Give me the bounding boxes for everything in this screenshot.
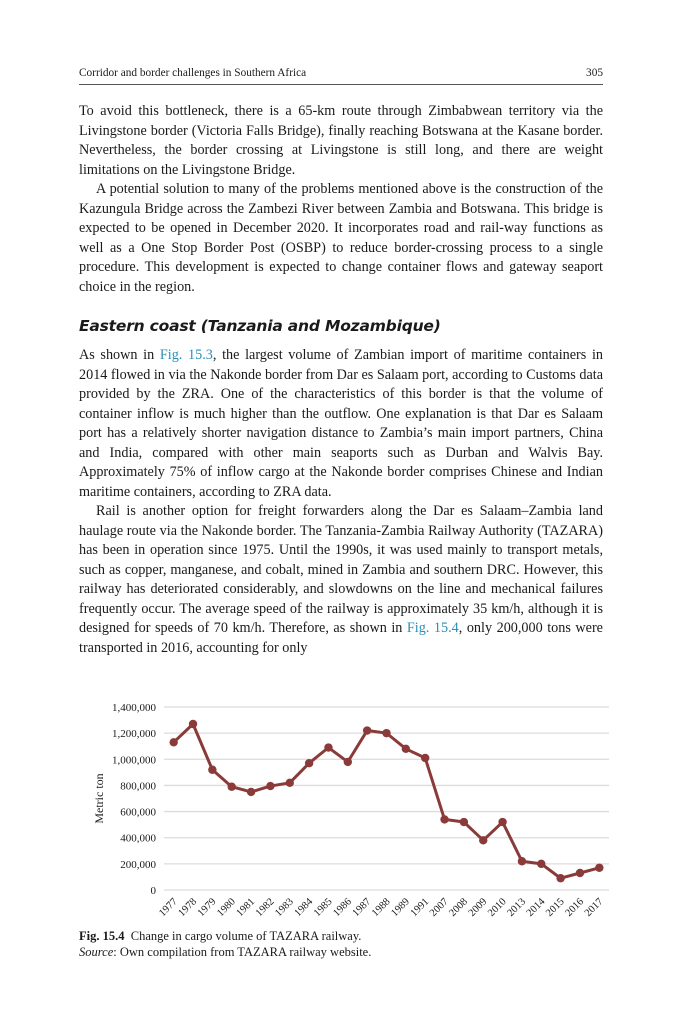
x-tick-label: 1985 [311,896,335,919]
data-point [518,857,526,865]
y-tick-label: 0 [150,885,156,897]
data-point [286,779,294,787]
x-tick-label: 2017 [582,896,606,919]
series-points [169,720,603,883]
x-tick-label: 2008 [447,896,471,919]
x-tick-label: 1981 [234,896,258,919]
source-text: : Own compilation from TAZARA railway website. [113,945,372,959]
x-tick-label: 2009 [466,896,490,919]
x-tick-label: 2007 [428,896,451,919]
caption-line [79,928,371,944]
data-point [208,766,216,774]
y-axis-ticks [112,702,157,897]
x-tick-label: 1979 [195,896,219,919]
x-tick-label: 1989 [389,896,412,919]
data-point [479,836,487,844]
data-point [595,864,603,872]
data-point [247,788,255,796]
data-point [440,815,448,823]
y-tick-label: 1,200,000 [112,728,156,741]
data-point [266,782,274,790]
data-point [189,720,197,728]
caption-text: Change in cargo volume of TAZARA railway. [130,929,362,943]
data-point [228,783,236,791]
x-tick-label: 1983 [273,896,296,919]
x-axis-ticks [157,896,605,919]
figure-caption [79,928,371,960]
y-tick-label: 1,000,000 [112,754,156,767]
x-tick-label: 1988 [369,896,393,919]
series-line [174,724,600,878]
running-title: Corridor and border challenges in Southern Africa [79,67,307,79]
y-tick-label: 800,000 [120,780,156,793]
y-tick-label: 400,000 [120,832,156,845]
body-text-top [79,102,603,297]
x-tick-label: 1982 [253,896,277,919]
caption-label: Fig. 15.4 [79,929,125,943]
paragraph-text: Rail is another option for freight forwarders along the Dar es Salaam–Zambia land haulage route via the Nakonde border. The Tanzania-Zambia Railway Authority (TAZARA) has been in operation since 1975. Until the 1990s, it was used mainly to transport metals, such as copper, manganese, and cobalt, mined in Zambia and southern DRC. However, this railway has deteriorated considerably, and slowdowns on the line and mechanical failures frequently occur. The average speed of the railway is approximately 35 km/h, although it is designed for speeds of 70 km/h. Therefore, as shown in [79,503,603,636]
x-tick-label: 2013 [505,896,529,919]
data-point [460,818,468,826]
x-tick-label: 1977 [157,896,180,919]
data-point [169,738,177,746]
paragraph-text: , only 200,000 tons were transported in 2016, accounting for only [79,620,603,656]
y-tick-label: 1,400,000 [112,702,156,714]
figure-link[interactable]: Fig. 15.3 [159,347,213,363]
running-header [79,64,603,85]
section-heading: Eastern coast (Tanzania and Mozambique) [79,317,441,335]
data-point [363,726,371,734]
body-text-section [79,346,603,658]
data-point [421,754,429,762]
x-tick-label: 2015 [544,896,567,919]
data-point [324,743,332,751]
paragraph: A potential solution to many of the problems mentioned above is the construction of the Kazungula Bridge across the Zambezi River between Zambia and Botswana. This bridge is expected to be opened in December 2020. It incorporates road and rail-way functions as well as a One Stop Border Post (OSBP) to reduce border-crossing process to a single procedure. This development is expected to change container flows and gateway seaport choice in the region. [79,181,603,295]
data-point [402,745,410,753]
x-tick-label: 2010 [486,896,509,919]
paragraph: To avoid this bottleneck, there is a 65-km route through Zimbabwean territory via the Livingstone border (Victoria Falls Bridge), finally reaching Botswana at the Kasane border. Nevertheless, the border crossing at Livingstone is still long, and there are weight limitations on the Livingstone Bridge. [79,103,603,178]
x-tick-label: 2016 [563,896,587,919]
y-tick-label: 200,000 [120,858,156,871]
source-label: Source [79,945,114,959]
figure-link[interactable]: Fig. 15.4 [406,620,459,636]
x-tick-label: 1984 [292,896,316,919]
paragraph-text: , the largest volume of Zambian import of maritime containers in 2014 flowed in via the Nakonde border from Dar es Salaam port, according to Customs data provided by the ZRA. One of the characteristics of this border is that the volume of container inflow is much higher than the outflow. One explanation is that Dar es Salaam port has a relatively shorter navigation distance to Zambia’s main import partners, China and India, compared with other main seaports such as Durban and Walvis Bay. Approximately 75% of inflow cargo at the Nakonde border comprises Chinese and Indian maritime containers, according to ZRA data. [79,347,604,500]
data-point [305,759,313,767]
data-point [576,869,584,877]
series-line-path [174,724,600,878]
x-tick-label: 2014 [524,896,548,919]
x-tick-label: 1986 [331,896,354,919]
y-tick-label: 600,000 [120,806,156,819]
data-point [537,860,545,868]
data-point [382,729,390,737]
paragraph [79,502,603,658]
paragraph [79,346,603,502]
paragraph-text: As shown in [79,347,160,363]
data-point [344,758,352,766]
source-line [79,944,371,960]
line-chart [79,695,619,925]
chart-svg [79,695,619,925]
data-point [556,874,564,882]
x-tick-label: 1978 [176,896,200,919]
page-number: 305 [586,67,603,79]
x-tick-label: 1980 [215,896,238,919]
x-tick-label: 1991 [408,896,432,919]
data-point [498,818,506,826]
x-tick-label: 1987 [350,896,374,919]
y-axis-label: Metric ton [92,773,106,824]
